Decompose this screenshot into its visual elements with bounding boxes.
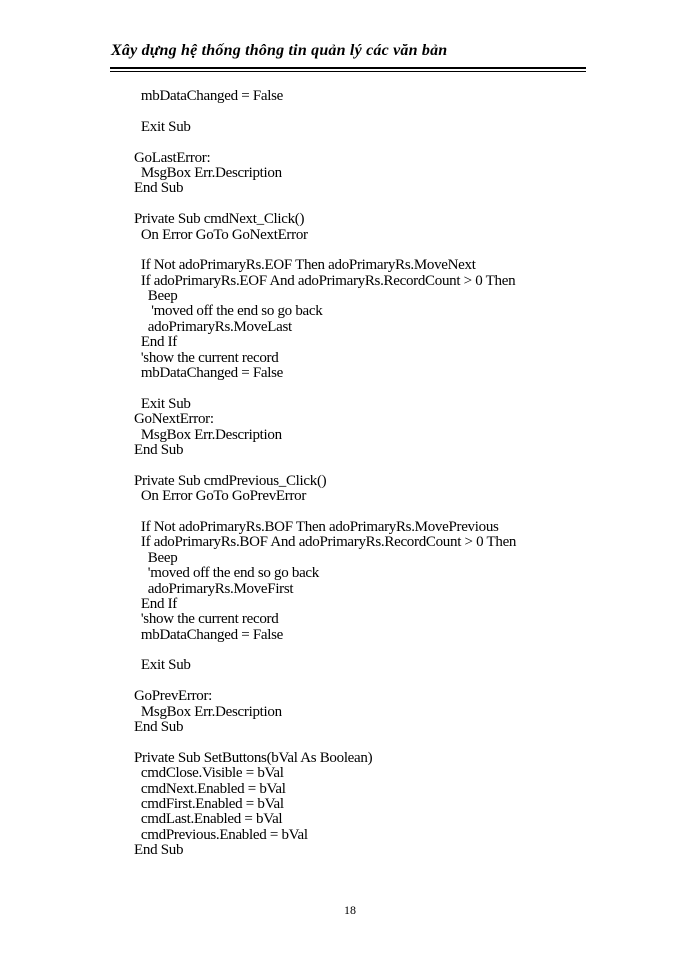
code-line: adoPrimaryRs.MoveLast	[134, 318, 292, 335]
code-line: On Error GoTo GoNextError	[134, 226, 308, 243]
code-block	[134, 89, 516, 859]
code-line: 'show the current record	[134, 349, 279, 366]
code-line: Exit Sub	[134, 395, 191, 412]
header-rule-thin	[110, 71, 586, 72]
code-line	[134, 135, 516, 150]
code-line: GoPrevError:	[134, 688, 213, 705]
code-line: Beep	[134, 549, 178, 566]
code-line: mbDataChanged = False	[134, 88, 284, 104]
code-line: Private Sub SetButtons(bVal As Boolean)	[134, 749, 373, 766]
code-line: GoNextError:	[134, 411, 214, 428]
code-line: End If	[134, 595, 178, 612]
code-line	[134, 674, 516, 689]
code-line: cmdFirst.Enabled = bVal	[134, 795, 284, 812]
code-line	[134, 735, 516, 750]
code-line: End Sub	[134, 441, 184, 458]
code-line: GoLastError:	[134, 149, 211, 166]
code-line: mbDataChanged = False	[134, 365, 284, 382]
code-line: Exit Sub	[134, 657, 191, 674]
code-line	[134, 458, 516, 473]
code-line: End Sub	[134, 842, 184, 859]
code-line: 'show the current record	[134, 611, 279, 628]
code-line	[134, 243, 516, 258]
code-line	[134, 197, 516, 212]
page-number: 18	[344, 903, 356, 917]
code-line: Beep	[134, 288, 178, 305]
page-header-title: Xây dựng hệ thống thông tin quản lý các văn bản	[111, 42, 448, 59]
code-line: mbDataChanged = False	[134, 626, 284, 643]
code-line: cmdLast.Enabled = bVal	[134, 811, 283, 828]
code-line: MsgBox Err.Description	[134, 426, 282, 443]
code-line: If Not adoPrimaryRs.BOF Then adoPrimaryRs.MovePrevious	[134, 518, 499, 535]
code-line: cmdPrevious.Enabled = bVal	[134, 826, 308, 843]
code-line: End If	[134, 334, 178, 351]
code-line	[134, 505, 516, 520]
code-line: 'moved off the end so go back	[134, 303, 323, 320]
header-rule-thick	[110, 67, 586, 69]
code-line: On Error GoTo GoPrevError	[134, 488, 307, 505]
code-line: Exit Sub	[134, 118, 191, 135]
code-line: adoPrimaryRs.MoveFirst	[134, 580, 294, 597]
code-line: End Sub	[134, 719, 184, 736]
code-line	[134, 381, 516, 396]
code-line: MsgBox Err.Description	[134, 703, 282, 720]
code-line	[134, 104, 516, 119]
code-line: Private Sub cmdPrevious_Click()	[134, 472, 327, 489]
code-line: End Sub	[134, 180, 184, 197]
code-line: If adoPrimaryRs.BOF And adoPrimaryRs.RecordCount > 0 Then	[134, 534, 517, 551]
code-line: If Not adoPrimaryRs.EOF Then adoPrimaryRs.MoveNext	[134, 257, 476, 274]
code-line: If adoPrimaryRs.EOF And adoPrimaryRs.RecordCount > 0 Then	[134, 272, 516, 289]
code-line: cmdNext.Enabled = bVal	[134, 780, 286, 797]
code-line: MsgBox Err.Description	[134, 164, 282, 181]
code-line: Private Sub cmdNext_Click()	[134, 211, 305, 228]
code-line: cmdClose.Visible = bVal	[134, 765, 284, 782]
code-line: 'moved off the end so go back	[134, 565, 319, 582]
code-line	[134, 643, 516, 658]
